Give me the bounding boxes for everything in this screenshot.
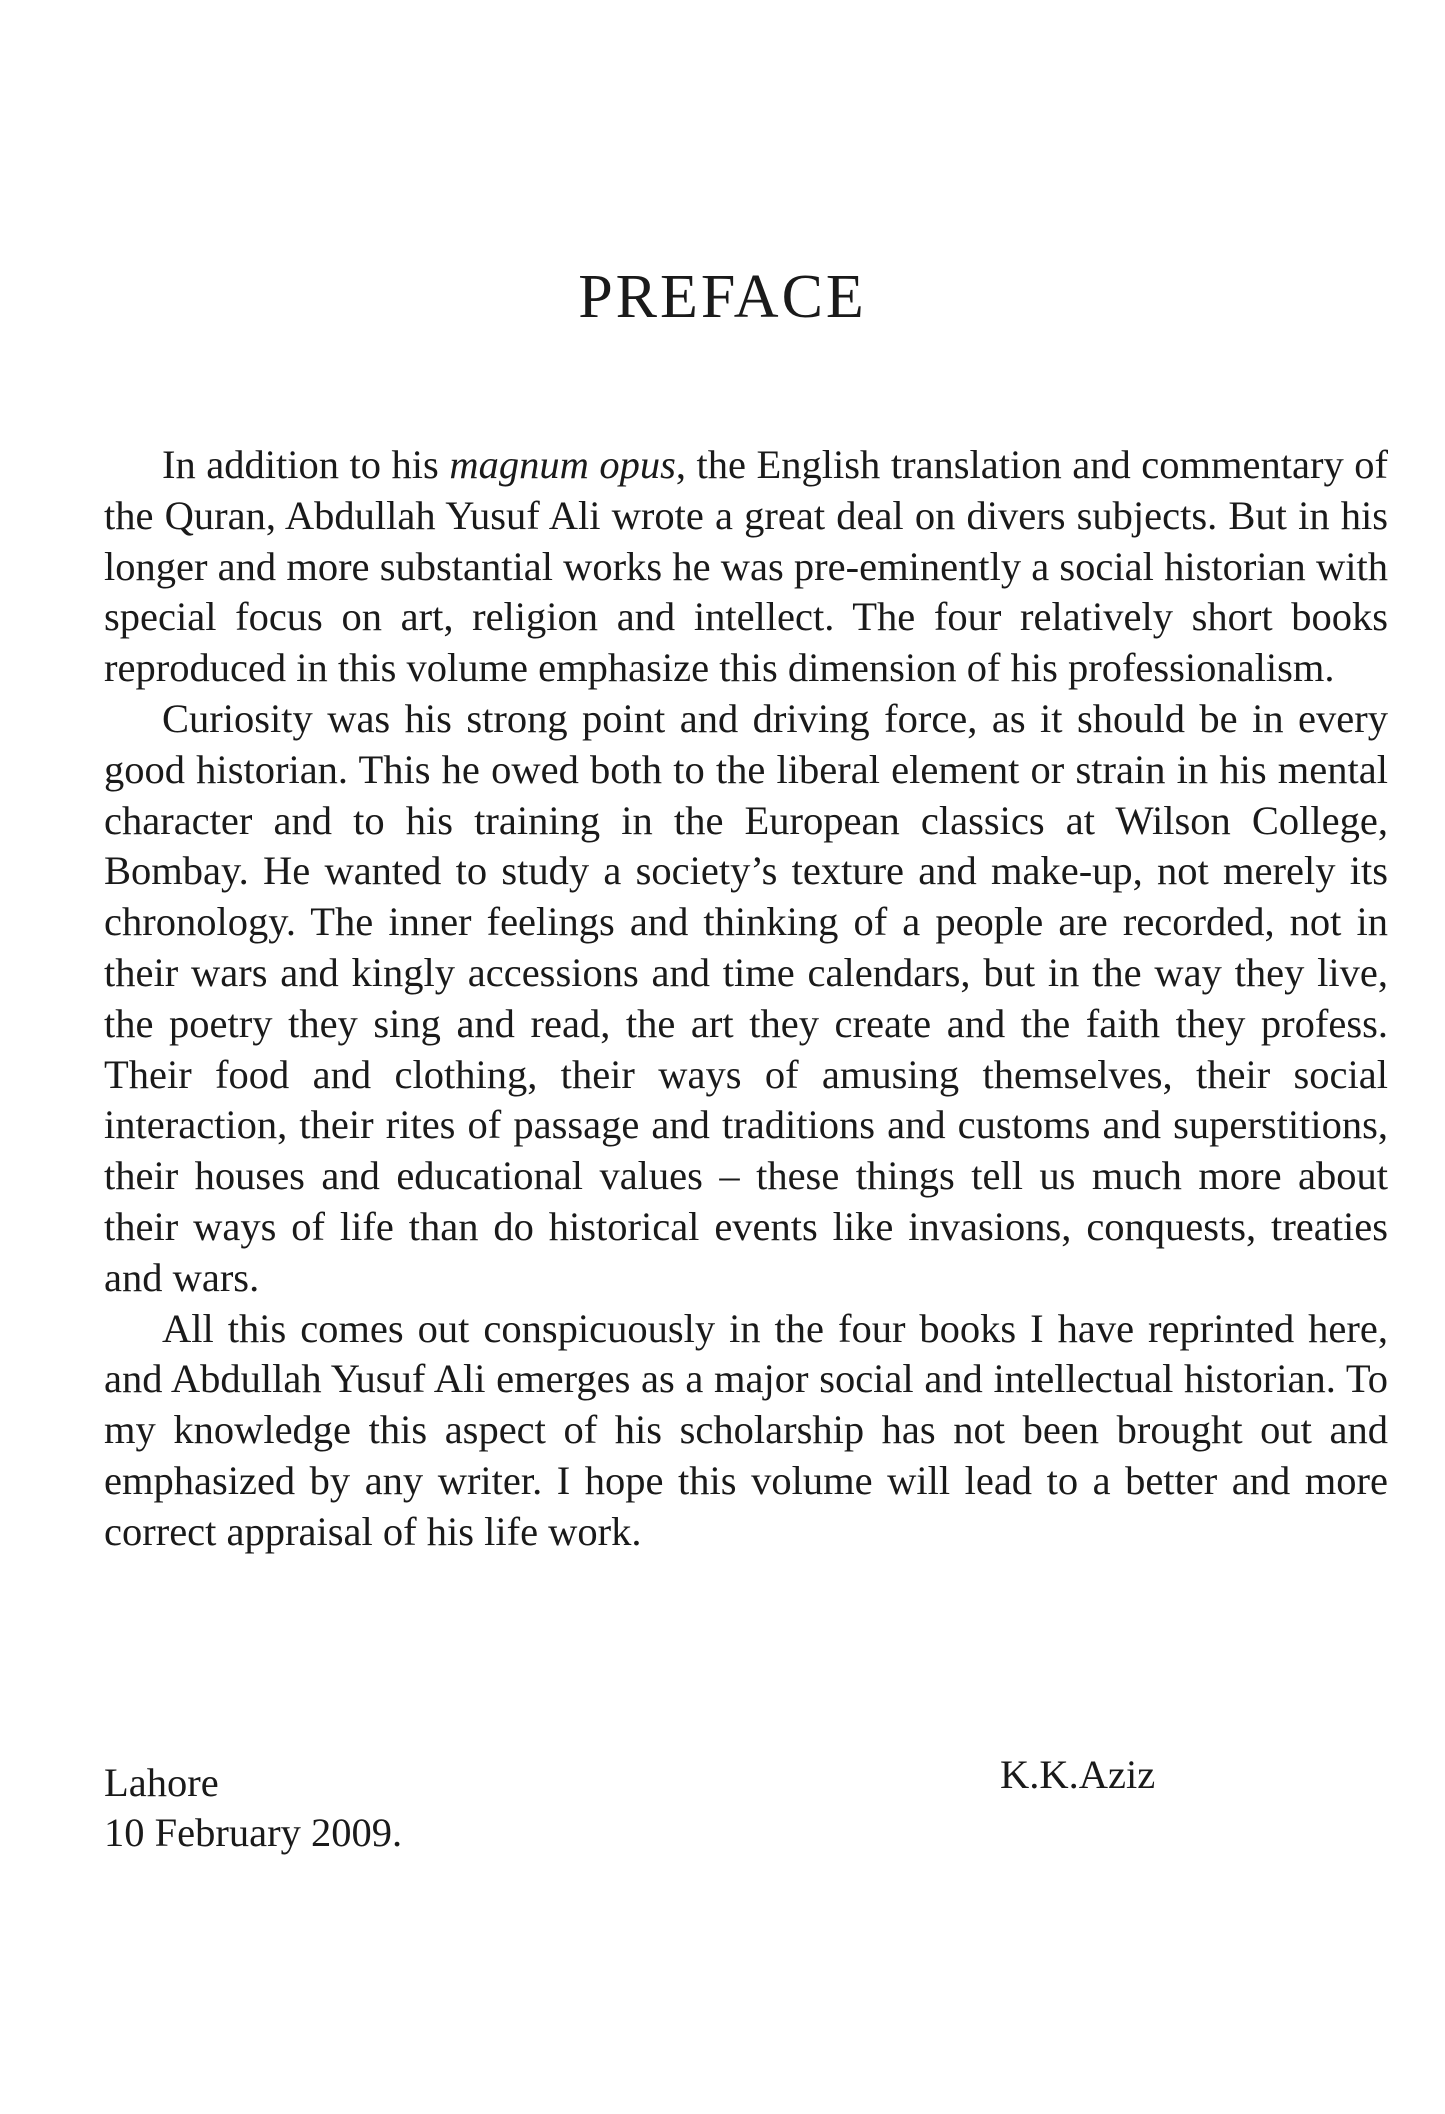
preface-body <box>104 440 1388 1558</box>
signature-place: Lahore <box>104 1760 219 1805</box>
paragraph-1-rest: , the English translation and commentary of the Quran, Abdullah Yusuf Ali wrote a great deal on divers subjects. But in his longer and more substantial works he was pre-eminently a social historian with special focus on art, religion and intellect. The four relatively short books reproduced in this volume emphasize this dimension of his professionalism. <box>104 442 1388 691</box>
paragraph-2: Curiosity was his strong point and driving force, as it should be in every good historian. This he owed both to the liberal element or strain in his mental character and to his training in the European classics at Wilson College, Bombay. He wanted to study a society’s texture and make-up, not merely its chronology. The inner feelings and thinking of a people are recorded, not in their wars and kingly accessions and time calendars, but in the way they live, the poetry they sing and read, the art they create and the faith they profess. Their food and clothing, their ways of amusing themselves, their social interaction, their rites of passage and traditions and customs and superstitions, their houses and educational values – these things tell us much more about their ways of life than do historical events like invasions, conquests, treaties and wars. <box>104 695 1388 1300</box>
paragraph-1-emphasis: magnum opus <box>449 442 676 487</box>
signature-author-block <box>1000 1750 1155 1800</box>
signature-author: K.K.Aziz <box>1000 1752 1156 1797</box>
signature-date: 10 February 2009. <box>104 1810 403 1855</box>
paragraph-1-start: In addition to his <box>162 442 450 487</box>
page-title: PREFACE <box>578 263 867 331</box>
paragraph-3: All this comes out conspicuously in the four books I have reprinted here, and Abdullah Yusuf Ali emerges as a major social and intellectual historian. To my knowledge this aspect of his scholarship has not been brought out and emphasized by any writer. I hope this volume will lead to a better and more correct appraisal of his life work. <box>104 1305 1388 1554</box>
signature-place-date <box>104 1758 402 1858</box>
paragraph-1 <box>104 440 1388 694</box>
